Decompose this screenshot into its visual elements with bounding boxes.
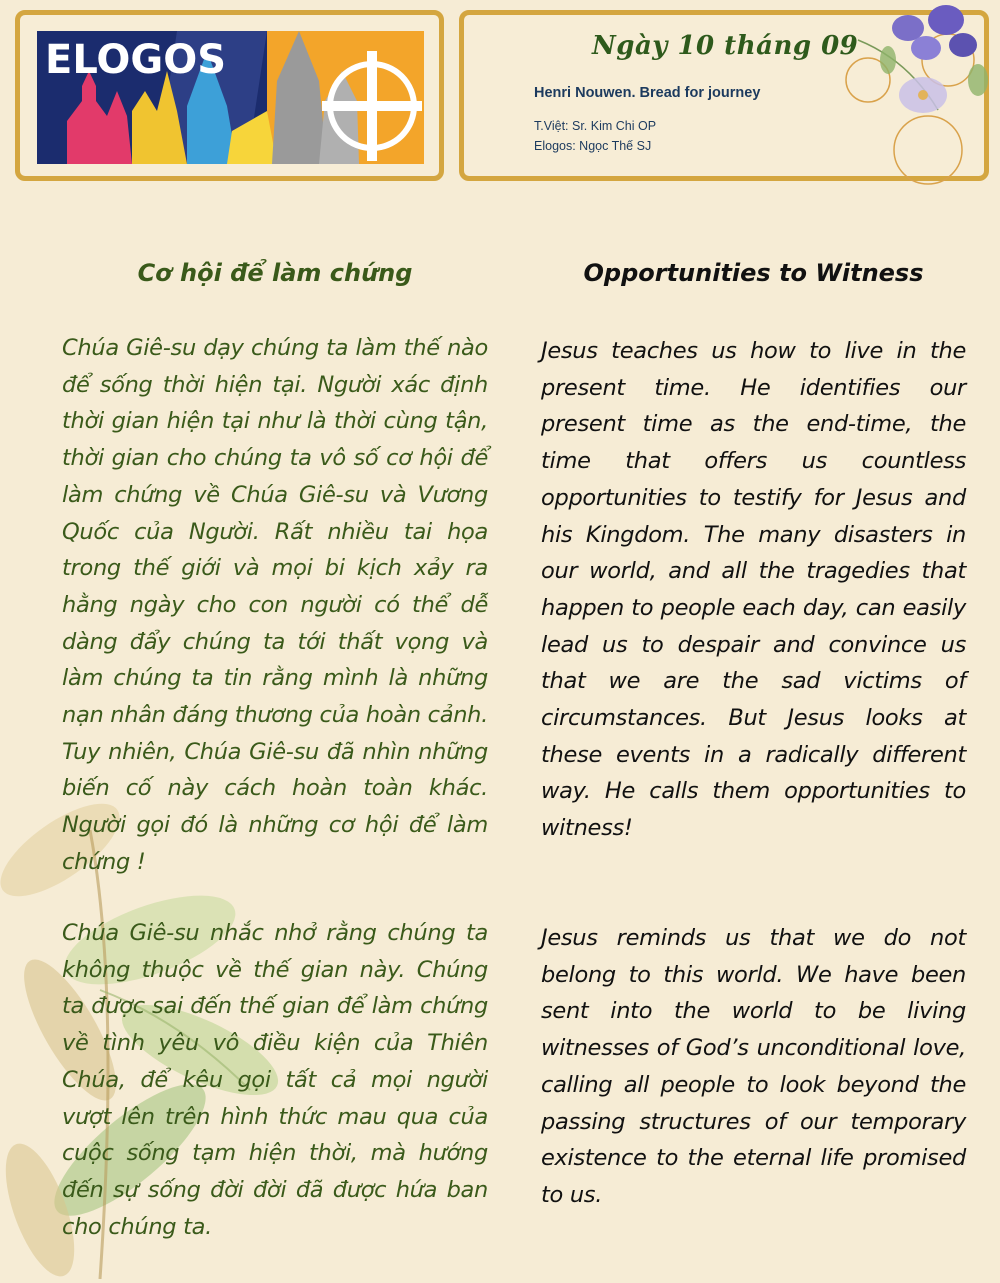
logo-frame <box>15 10 444 181</box>
english-title: Opportunities to Witness <box>583 259 924 287</box>
english-paragraph-1: Jesus teaches us how to live in the present time. He identifies our present time as the end-time, the time that offers us countless opportunities to testify for Jesus and his Kingdom. The many disasters in our world, and all the tragedies that happen to people each day, can easily lead us to despair and convince us that we are the sad victims of circumstances. But Jesus looks at these events in a radically different way. He calls them opportunities to witness! <box>541 338 966 842</box>
book-source: Henri Nouwen. Bread for journey <box>534 85 761 101</box>
vietnamese-paragraph-1: Chúa Giê-su dạy chúng ta làm thế nào để sống thời hiện tại. Người xác định thời gian hiện tại như là thời cùng tận, thời gian cho chúng ta vô số cơ hội để làm chứng về Chúa Giê-su và Vương Quốc của Người. Rất nhiều tai họa trong thế giới và mọi bi kịch xảy ra hằng ngày cho con người có thể dễ dàng đẩy chúng ta tới thất vọng và làm chúng ta tin rằng mình là những nạn nhân đáng thương của hoàn cảnh. Tuy nhiên, Chúa Giê-su đã nhìn những biến cố này cách hoàn toàn khác. Người gọi đó là những cơ hội để làm chứng ! <box>62 335 488 875</box>
elogos-logo <box>37 31 424 164</box>
english-paragraph-2: Jesus reminds us that we do not belong to this world. We have been sent into the world to be living witnesses of God’s unconditional love, calling all people to look beyond the passing structures of our temporary existence to the eternal life promised to us. <box>541 925 966 1208</box>
publisher-credit: Elogos: Ngọc Thế SJ <box>534 139 652 153</box>
vietnamese-paragraph-2: Chúa Giê-su nhắc nhở rằng chúng ta không thuộc về thế gian này. Chúng ta được sai đến thế gian để làm chứng về tình yêu vô điều kiện của Thiên Chúa, để kêu gọi tất cả mọi người vượt lên trên hình thức mau qua của cuộc sống tạm hiện thời, mà hướng đến sự sống đời đời đã được hứa ban cho chúng ta. <box>62 920 488 1240</box>
flowers-decoration <box>838 0 1000 200</box>
translator-credit: T.Việt: Sr. Kim Chi OP <box>534 119 657 133</box>
vietnamese-title: Cơ hội để làm chứng <box>137 259 413 287</box>
date-heading: Ngày 10 tháng 09 <box>592 31 859 61</box>
logo-text: ELOGOS <box>45 37 227 83</box>
